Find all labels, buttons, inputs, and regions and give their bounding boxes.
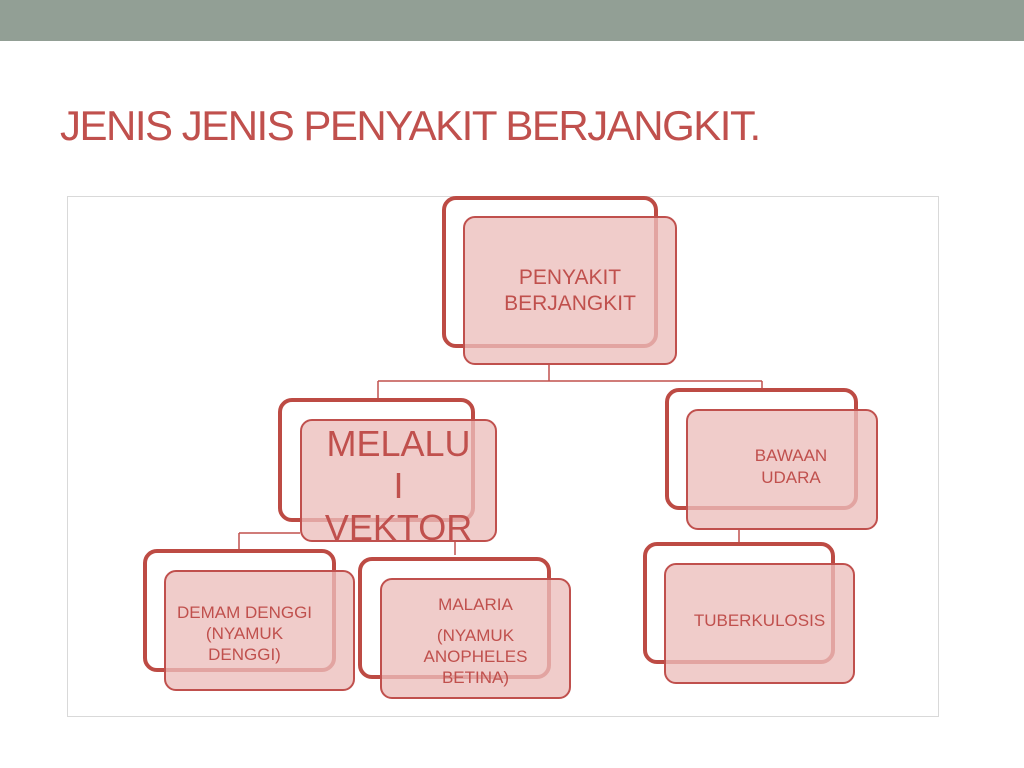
root-node: [463, 216, 677, 365]
malaria-node: [380, 578, 571, 699]
tb-node: [664, 563, 855, 684]
vektor-node: [300, 419, 497, 548]
demam-node-label: DEMAM DENGGI (NYAMUK DENGGI): [176, 603, 313, 664]
udara-node-label: BAWAAN UDARA: [754, 446, 828, 487]
slide-title: JENIS JENIS PENYAKIT BERJANGKIT.: [60, 102, 760, 149]
root-node-label: PENYAKIT BERJANGKIT: [504, 265, 636, 315]
tb-node-label: TUBERKULOSIS: [693, 611, 826, 630]
demam-node: [164, 570, 355, 691]
vektor-node-label: MELALU I VEKTOR: [324, 423, 473, 548]
malaria-node-sublabel: (NYAMUK ANOPHELES BETINA): [423, 626, 528, 687]
malaria-node-label: MALARIA: [438, 595, 513, 614]
udara-node: [686, 409, 878, 530]
